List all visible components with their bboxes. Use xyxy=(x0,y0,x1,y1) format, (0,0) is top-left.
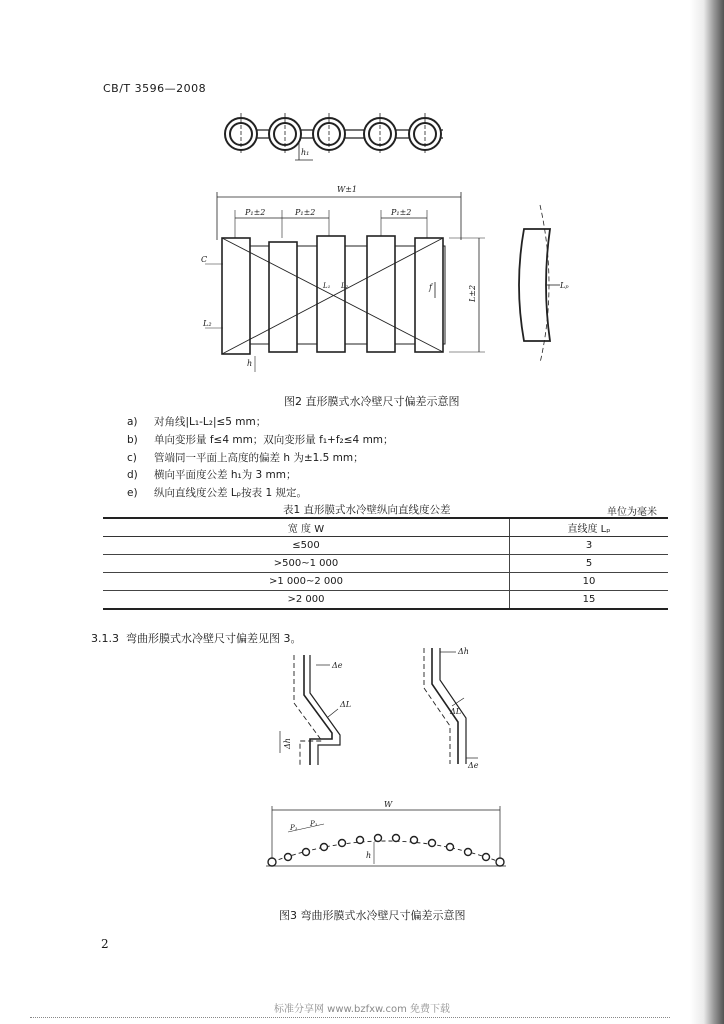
cell-width: >500~1 000 xyxy=(103,555,510,573)
figure3-left-bend xyxy=(270,645,375,775)
table-row xyxy=(103,537,668,555)
section-heading xyxy=(91,630,302,646)
section-number: 3.1.3 xyxy=(91,632,119,645)
footer-watermark: 标准分享网 www.bzfxw.com 免费下载 xyxy=(274,1004,450,1015)
figure3-curved-panel xyxy=(260,800,510,880)
requirement-b-label: b) xyxy=(127,434,138,446)
w-label: W xyxy=(384,800,393,809)
standard-number: CB/T 3596—2008 xyxy=(103,82,207,95)
requirement-a-label: a) xyxy=(127,416,138,428)
table-row xyxy=(103,591,668,610)
lp-label: Lₚ xyxy=(560,281,569,290)
cell-width: >1 000~2 000 xyxy=(103,573,510,591)
p1-label-2: P₁ xyxy=(310,820,318,828)
requirement-a xyxy=(127,414,266,429)
cell-straightness: 5 xyxy=(510,555,669,573)
h1-label: h₁ xyxy=(301,148,310,157)
requirement-b-text: 单向变形量 f≤4 mm；双向变形量 f₁+f₂≤4 mm； xyxy=(154,434,394,446)
requirement-d-text: 横向平面度公差 h₁为 3 mm； xyxy=(154,469,297,481)
h-label: h xyxy=(247,359,253,368)
header-straightness: 直线度 Lₚ xyxy=(510,518,669,537)
section-text: 弯曲形膜式水冷壁尺寸偏差见图 3。 xyxy=(126,632,302,645)
figure2-side-view xyxy=(510,195,580,365)
cell-width: ≤500 xyxy=(103,537,510,555)
p1-label-1: P₁ xyxy=(290,824,298,832)
requirement-e xyxy=(127,485,307,500)
cell-width: >2 000 xyxy=(103,591,510,610)
h-label-fig3: h xyxy=(366,851,372,860)
requirement-c-text: 管端同一平面上高度的偏差 h 为±1.5 mm； xyxy=(154,452,364,464)
pitch-label-2: P₁±2 xyxy=(295,208,316,217)
table1-unit: 单位为毫米 xyxy=(607,507,657,518)
cell-straightness: 3 xyxy=(510,537,669,555)
l2-label: L₂ xyxy=(341,282,349,290)
scan-edge-shadow xyxy=(690,0,724,1024)
length-label: L±2 xyxy=(468,284,477,302)
cell-straightness: 15 xyxy=(510,591,669,610)
requirement-c xyxy=(127,450,364,465)
figure3-caption: 图3 弯曲形膜式水冷壁尺寸偏差示意图 xyxy=(279,909,466,922)
figure3-right-bend xyxy=(410,640,510,775)
page-number: 2 xyxy=(101,937,109,951)
table-header-row xyxy=(103,518,668,537)
f-label: f xyxy=(429,283,432,292)
requirement-a-text: 对角线|L₁-L₂|≤5 mm； xyxy=(154,416,267,428)
cell-straightness: 10 xyxy=(510,573,669,591)
width-label: W±1 xyxy=(337,185,358,194)
requirement-e-text: 纵向直线度公差 Lₚ按表 1 规定。 xyxy=(154,487,308,499)
c-label: C xyxy=(201,255,208,264)
figure2-top-view xyxy=(215,105,465,165)
requirement-b xyxy=(127,432,394,447)
figure2-front-view xyxy=(195,180,515,375)
requirement-d-label: d) xyxy=(127,469,138,481)
table1 xyxy=(103,517,668,610)
de-label-left: Δe xyxy=(332,661,343,670)
dl-label-right: ΔL xyxy=(450,707,462,716)
dl-label-left: ΔL xyxy=(340,700,352,709)
dh-label-left: Δh xyxy=(283,738,292,749)
de-label-right: Δe xyxy=(468,761,479,770)
requirement-d xyxy=(127,467,297,482)
bottom-divider xyxy=(30,1017,670,1018)
table-row xyxy=(103,573,668,591)
l2-side-label: L₂ xyxy=(203,319,212,328)
l1-label: L₁ xyxy=(323,282,331,290)
header-width: 宽 度 W xyxy=(103,518,510,537)
pitch-label-1: P₁±2 xyxy=(245,208,266,217)
figure2-caption: 图2 直形膜式水冷壁尺寸偏差示意图 xyxy=(284,395,460,408)
requirement-e-label: e) xyxy=(127,487,138,499)
dh-label-right: Δh xyxy=(458,647,469,656)
table1-caption: 表1 直形膜式水冷壁纵向直线度公差 xyxy=(283,504,451,516)
requirement-c-label: c) xyxy=(127,452,137,464)
table-row xyxy=(103,555,668,573)
pitch-label-3: P₁±2 xyxy=(391,208,412,217)
